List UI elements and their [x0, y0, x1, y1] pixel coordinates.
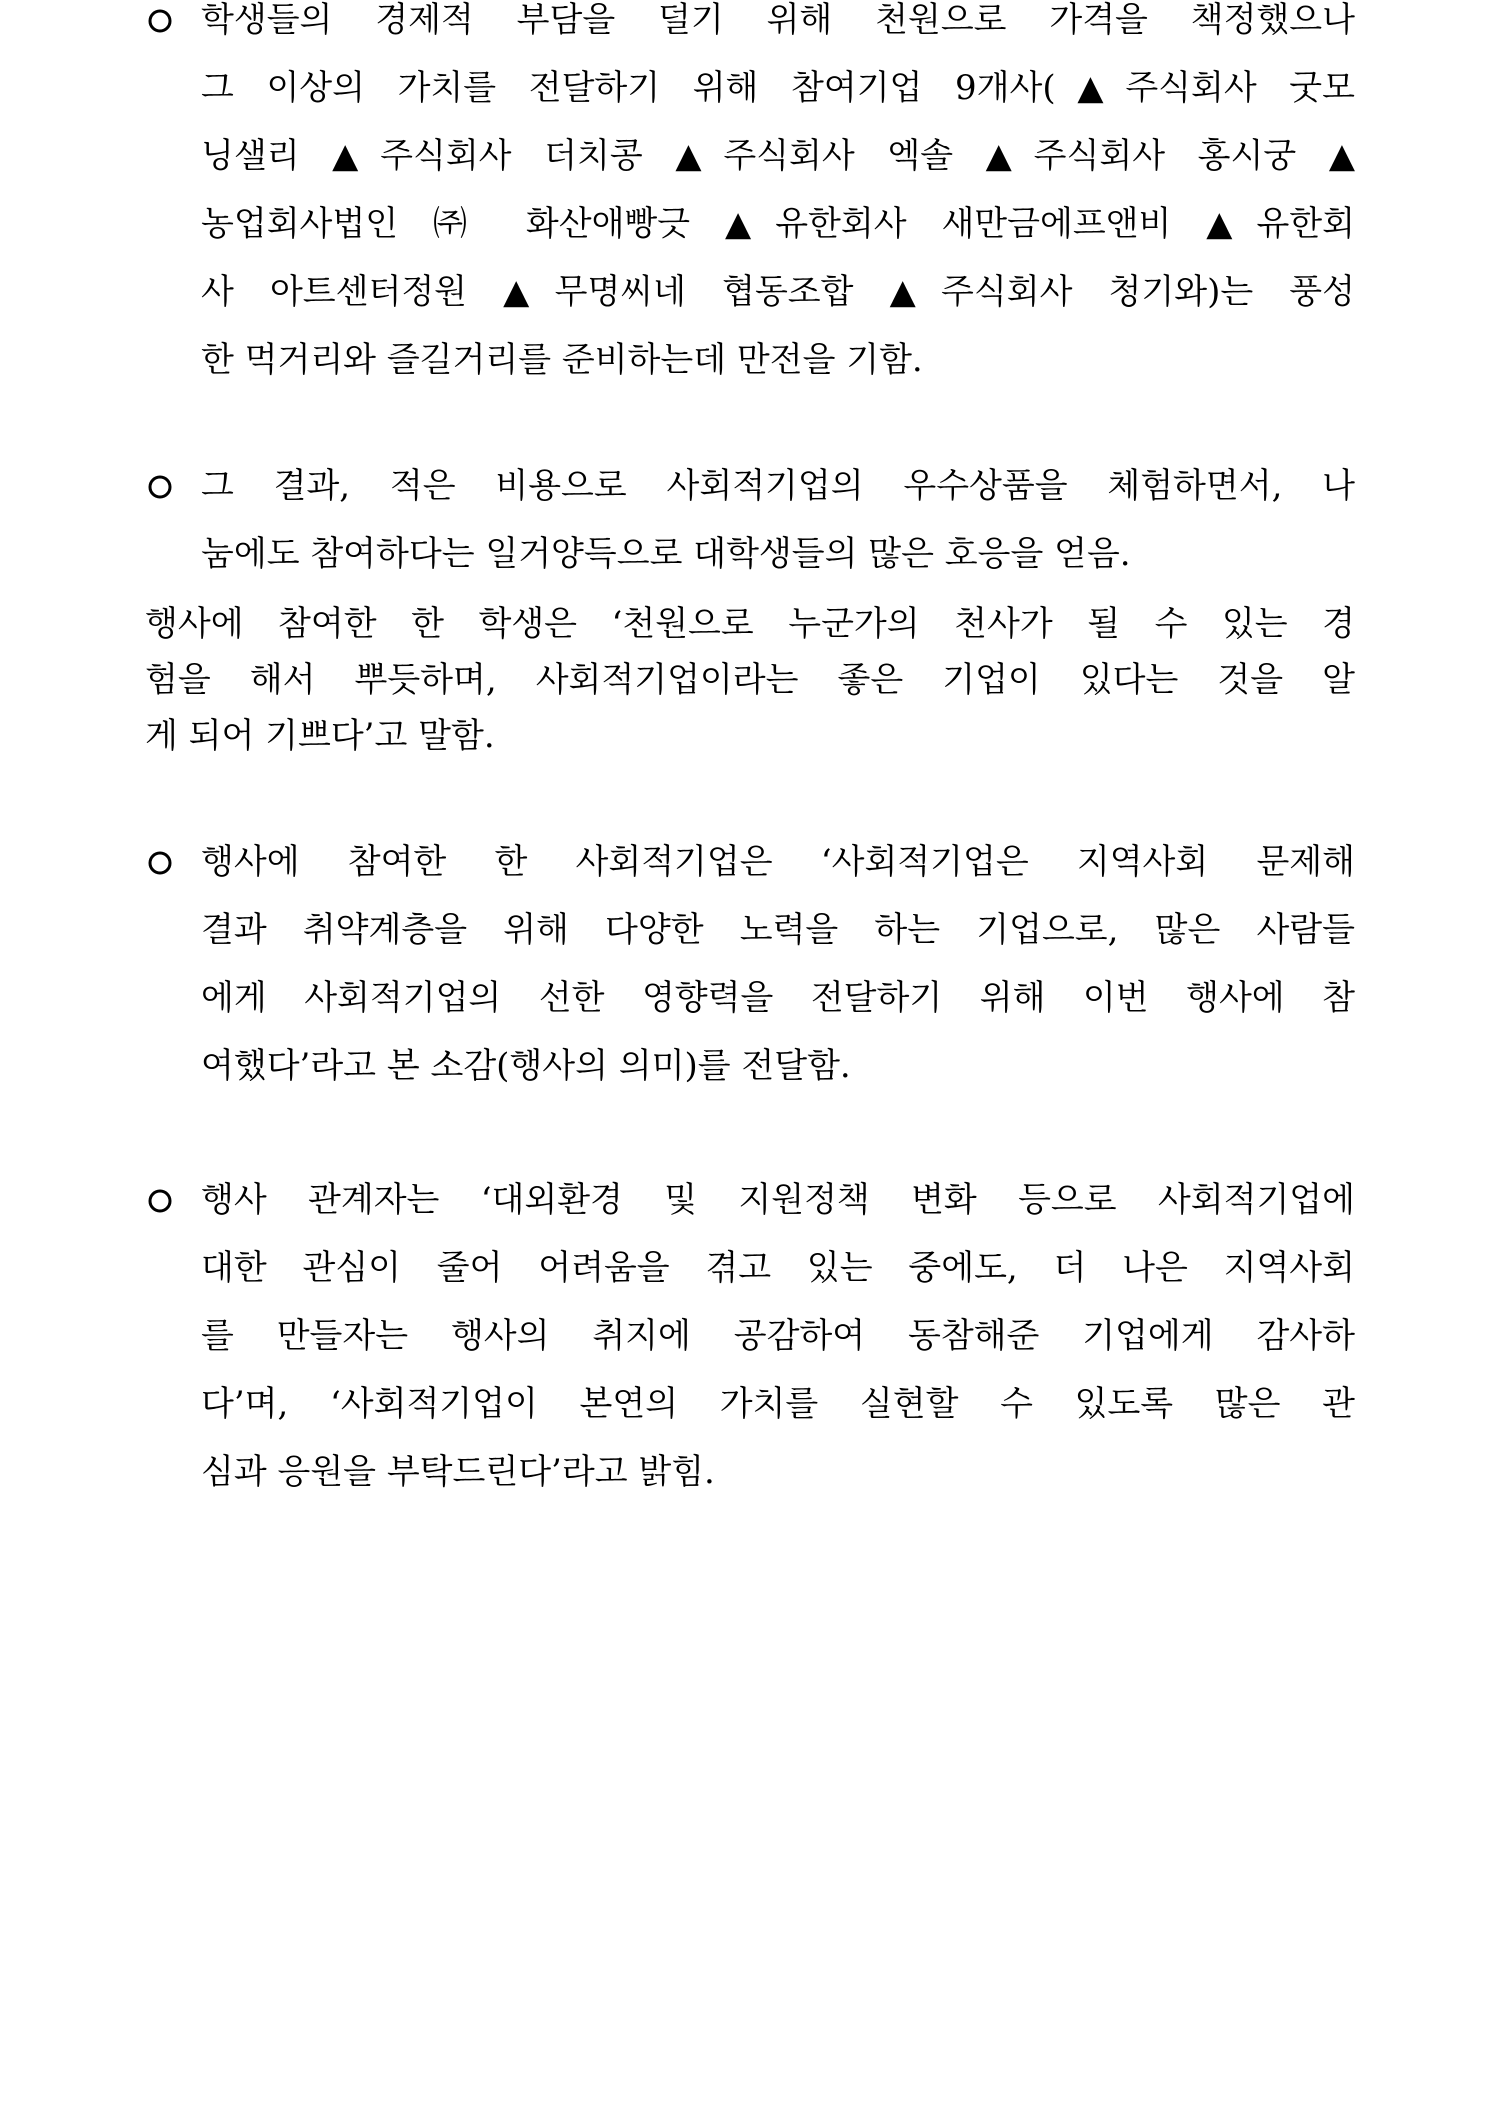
section-1-line-3: 닝샐리 ▲주식회사 더치콩 ▲주식회사 엑솔 ▲주식회사 홍시궁 ▲ — [201, 136, 1355, 176]
section-4-line-3: 를 만들자는 행사의 취지에 공감하여 동참해준 기업에게 감사하 — [201, 1316, 1355, 1356]
quote-line-3: 게 되어 기쁘다’고 말함. — [145, 716, 495, 756]
section-1-line-5: 사 아트센터정원 ▲무명씨네 협동조합 ▲주식회사 청기와)는 풍성 — [201, 272, 1355, 312]
section-1-line-1: 학생들의 경제적 부담을 덜기 위해 천원으로 가격을 책정했으나 — [201, 0, 1355, 40]
section-3-line-3: 에게 사회적기업의 선한 영향력을 전달하기 위해 이번 행사에 참 — [201, 978, 1355, 1018]
section-3-line-1: 행사에 참여한 한 사회적기업은 ‘사회적기업은 지역사회 문제해 — [201, 842, 1355, 882]
quote-line-2: 험을 해서 뿌듯하며, 사회적기업이라는 좋은 기업이 있다는 것을 알 — [145, 660, 1355, 700]
section-1-line-2: 그 이상의 가치를 전달하기 위해 참여기업 9개사(▲주식회사 굿모 — [201, 68, 1355, 108]
section-3-line-2: 결과 취약계층을 위해 다양한 노력을 하는 기업으로, 많은 사람들 — [201, 910, 1355, 950]
section-3-line-4: 여했다’라고 본 소감(행사의 의미)를 전달함. — [201, 1046, 851, 1086]
section-2-line-2: 눔에도 참여하다는 일거양득으로 대학생들의 많은 호응을 얻음. — [201, 534, 1131, 574]
section-4-line-2: 대한 관심이 줄어 어려움을 겪고 있는 중에도, 더 나은 지역사회 — [201, 1248, 1355, 1288]
section-1-line-4: 농업회사법인 ㈜ 화산애빵긋 ▲유한회사 새만금에프앤비 ▲유한회 — [201, 204, 1355, 244]
bullet-section-4 — [145, 1166, 1355, 1506]
bullet-section-2 — [145, 452, 1355, 588]
bullet-section-3 — [145, 828, 1355, 1100]
bullet-section-1 — [145, 0, 1355, 394]
student-quote-paragraph — [145, 596, 1355, 764]
section-4-line-4: 다’며, ‘사회적기업이 본연의 가치를 실현할 수 있도록 많은 관 — [201, 1384, 1355, 1424]
section-1-line-6: 한 먹거리와 즐길거리를 준비하는데 만전을 기함. — [201, 340, 923, 380]
section-4-line-1: 행사 관계자는 ‘대외환경 및 지원정책 변화 등으로 사회적기업에 — [201, 1180, 1355, 1220]
section-4-line-5: 심과 응원을 부탁드린다’라고 밝힘. — [201, 1452, 715, 1492]
section-2-line-1: 그 결과, 적은 비용으로 사회적기업의 우수상품을 체험하면서, 나 — [201, 466, 1355, 506]
quote-line-1: 행사에 참여한 한 학생은 ‘천원으로 누군가의 천사가 될 수 있는 경 — [145, 604, 1355, 644]
